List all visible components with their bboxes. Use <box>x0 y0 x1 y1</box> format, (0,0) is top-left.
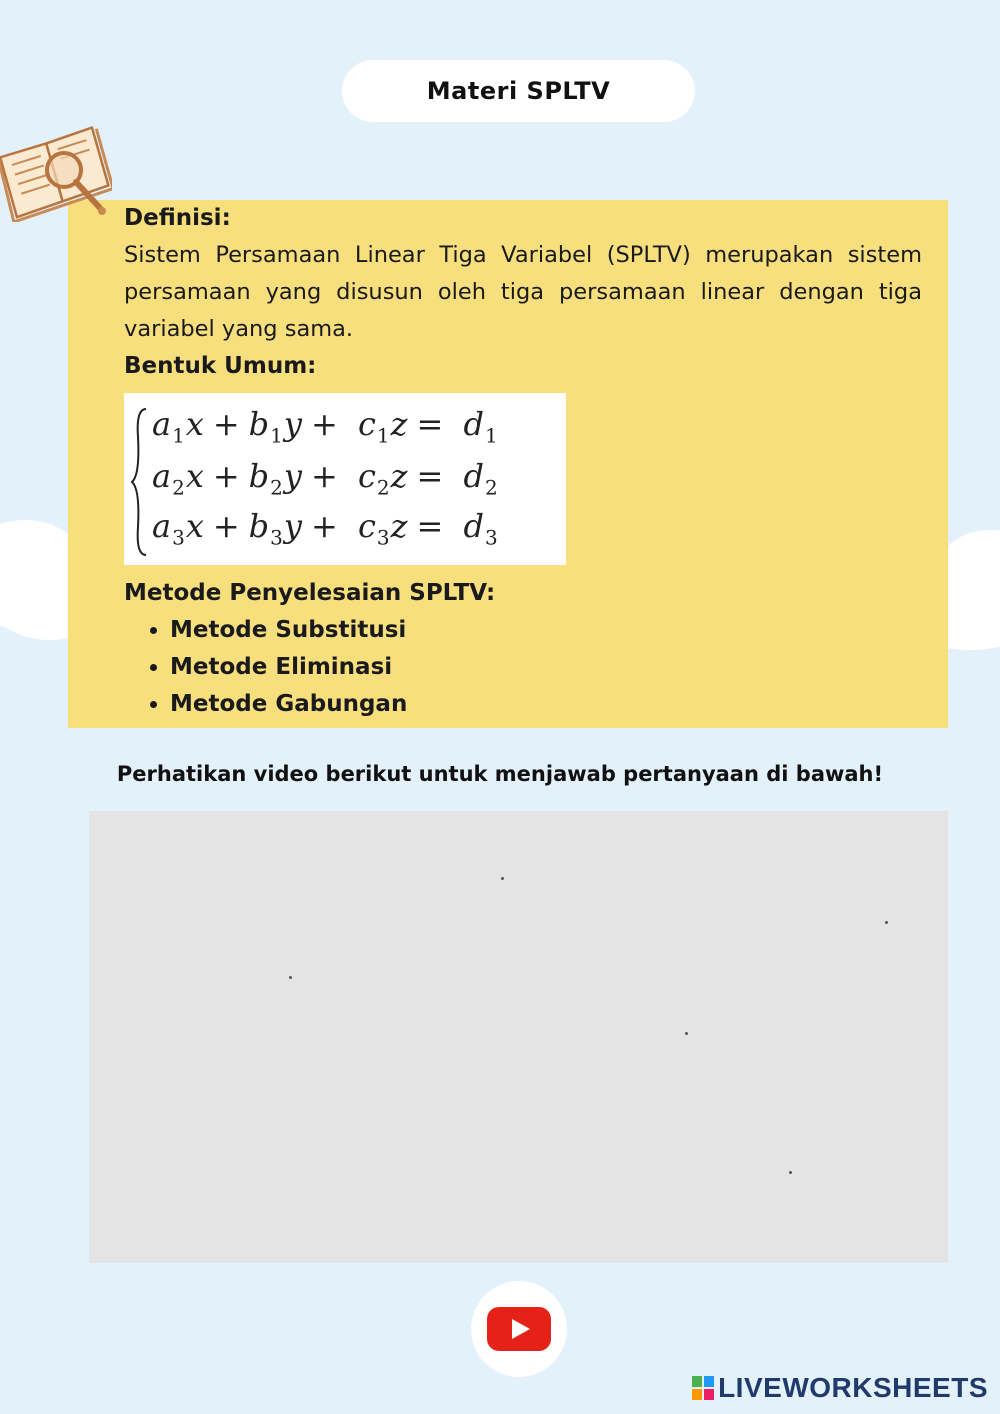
methods-list <box>124 612 922 723</box>
method-item: • Metode Substitusi <box>170 612 922 649</box>
equation-row: $a_1x + b_1y + c_1z = d_1$ <box>152 405 499 448</box>
book-magnifier-icon <box>0 118 112 222</box>
equation-row: $a_3x + b_3y + c_3z = d_3$ <box>152 507 499 550</box>
general-form-heading: Bentuk Umum: <box>124 353 317 379</box>
liveworksheets-logo <box>692 1372 988 1404</box>
equation-row: $a_2x + b_2y + c_2z = d_2$ <box>152 457 499 500</box>
youtube-play-icon <box>487 1307 551 1351</box>
youtube-button[interactable] <box>471 1281 567 1377</box>
video-instruction: Perhatikan video berikut untuk menjawab pertanyaan di bawah! <box>116 762 884 786</box>
brace-icon <box>130 407 150 557</box>
video-placeholder[interactable] <box>89 811 948 1263</box>
watermark-text: LIVEWORKSHEETS <box>718 1372 988 1403</box>
paper-speck <box>685 1032 688 1035</box>
method-item: • Metode Eliminasi <box>170 649 922 686</box>
definition-heading: Definisi: <box>124 205 231 231</box>
paper-speck <box>885 921 888 924</box>
liveworksheets-logo-icon <box>692 1376 714 1400</box>
material-panel <box>68 200 948 728</box>
paper-speck <box>789 1171 792 1174</box>
method-item: • Metode Gabungan <box>170 686 922 723</box>
methods-heading: Metode Penyelesaian SPLTV: <box>124 580 496 606</box>
general-form-formula <box>124 393 566 565</box>
paper-speck <box>289 976 292 979</box>
page-title: Materi SPLTV <box>342 60 695 122</box>
paper-speck <box>501 877 504 880</box>
definition-text: Sistem Persamaan Linear Tiga Variabel (SPLTV) merupakan sistem persamaan yang disusun oleh tiga persamaan linear dengan tiga variabel yang sama. <box>124 242 922 342</box>
material-content <box>124 200 922 723</box>
